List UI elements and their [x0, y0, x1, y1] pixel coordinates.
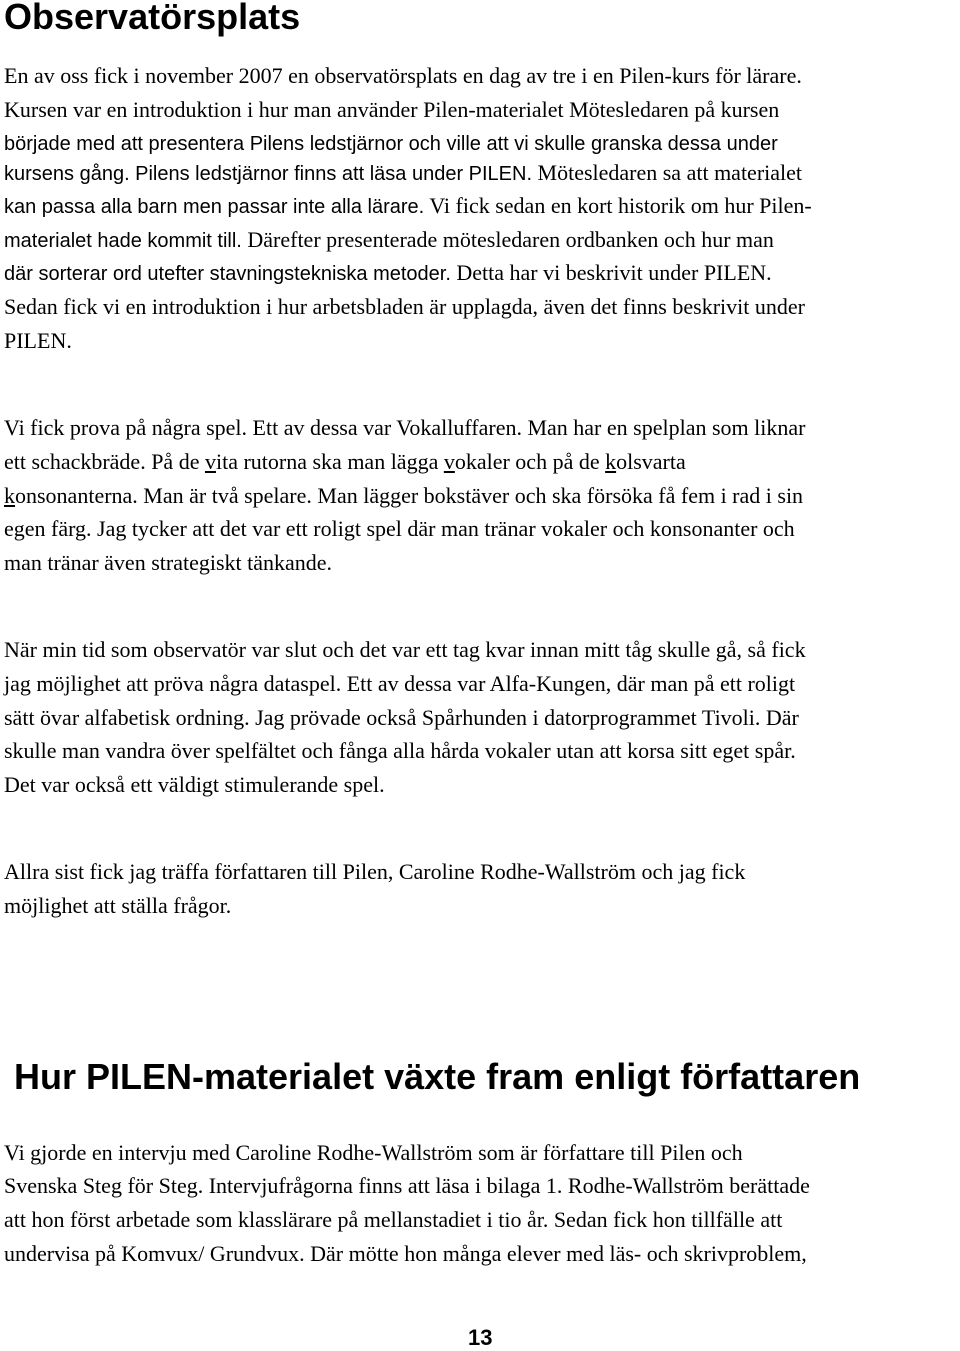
p1-line-1: En av oss fick i november 2007 en observatörsplats en dag av tre i en Pilen-kurs för lärare.: [4, 63, 802, 88]
p2-line-3-b: onsonanterna. Man är två spelare. Man lägger bokstäver och ska försöka få fem i rad i sin: [15, 483, 804, 508]
p1-line-3: började med att presentera Pilens ledstjärnor och ville att vi skulle granska dessa under: [4, 133, 778, 155]
p5-line-2: Svenska Steg för Steg. Intervjufrågorna finns att läsa i bilaga 1. Rodhe-Wallström berättade: [4, 1173, 810, 1198]
p2-line-2-e: okaler och på de: [454, 449, 606, 474]
p1-line-6-part-a: materialet hade kommit till.: [4, 230, 242, 252]
p2-line-2-c: ita rutorna ska man lägga: [215, 449, 444, 474]
p5-line-1: Vi gjorde en intervju med Caroline Rodhe-Wallström som är författare till Pilen och: [4, 1140, 743, 1165]
p1-line-5-part-a: kan passa alla barn men passar inte alla lärare.: [4, 196, 425, 218]
p1-line-6: [4, 227, 774, 254]
p1-line-5-part-b: Vi fick sedan en kort historik om hur Pilen-: [429, 193, 812, 218]
p2-line-2-d: v: [443, 449, 455, 474]
p3-line-1: När min tid som observatör var slut och det var ett tag kvar innan mitt tåg skulle gå, så fick: [4, 637, 806, 662]
p1-line-5: [4, 193, 812, 220]
p2-line-2-g: olsvarta: [616, 449, 686, 474]
p2-line-2: [4, 449, 686, 475]
p1-line-6-part-b: Därefter presenterade mötesledaren ordbanken och hur man: [247, 227, 774, 252]
p2-line-2-a: ett schackbräde. På de: [4, 449, 205, 474]
p5-line-3: att hon först arbetade som klasslärare på mellanstadiet i tio år. Sedan fick hon tillfälle att: [4, 1207, 783, 1232]
p2-line-2-b: v: [204, 449, 216, 474]
p1-line-7: [4, 260, 772, 287]
p2-line-1: Vi fick prova på några spel. Ett av dessa var Vokalluffaren. Man har en spelplan som liknar: [4, 415, 806, 440]
heading-observatorsplats: Observatörsplats: [4, 0, 301, 37]
p3-line-4: skulle man vandra över spelfältet och fånga alla hårda vokaler utan att korsa sitt eget spår.: [4, 738, 796, 763]
heading-hur-pilen: Hur PILEN-materialet växte fram enligt författaren: [14, 1056, 861, 1097]
p1-line-4-part-c: Mötesledaren sa att materialet: [537, 160, 803, 185]
p1-line-4-part-a: kursens gång.: [4, 163, 130, 185]
p1-line-2: Kursen var en introduktion i hur man använder Pilen-materialet Mötesledaren på kursen: [4, 97, 780, 122]
p1-line-8: Sedan fick vi en introduktion i hur arbetsbladen är upplagda, även det finns beskrivit under: [4, 294, 805, 319]
page-number: 13: [468, 1325, 493, 1350]
p2-line-3: [4, 483, 803, 509]
p5-line-4: undervisa på Komvux/ Grundvux. Där mötte hon många elever med läs- och skrivproblem,: [4, 1241, 807, 1266]
p4-line-2: möjlighet att ställa frågor.: [4, 893, 232, 918]
p2-line-5: man tränar även strategiskt tänkande.: [4, 550, 333, 575]
p1-line-7-part-a: där sorterar ord utefter stavningstekniska metoder.: [4, 263, 451, 285]
p2-line-2-f: k: [605, 449, 617, 474]
p2-line-3-a: k: [4, 483, 15, 508]
p1-line-4: [4, 160, 802, 187]
p3-line-2: jag möjlighet att pröva några dataspel. Ett av dessa var Alfa-Kungen, där man på ett roligt: [4, 671, 796, 696]
p3-line-5: Det var också ett väldigt stimulerande spel.: [4, 772, 385, 797]
p1-line-7-part-b: Detta har vi beskrivit under PILEN.: [456, 260, 772, 285]
p3-line-3: sätt övar alfabetisk ordning. Jag prövade också Spårhunden i datorprogrammet Tivoli. Där: [4, 705, 799, 730]
p4-line-1: Allra sist fick jag träffa författaren till Pilen, Caroline Rodhe-Wallström och jag fick: [4, 859, 746, 884]
p2-line-4: egen färg. Jag tycker att det var ett roligt spel där man tränar vokaler och konsonanter och: [4, 516, 795, 541]
p1-line-4-part-b: Pilens ledstjärnor finns att läsa under PILEN.: [135, 163, 533, 185]
p1-line-9: PILEN.: [4, 328, 72, 353]
